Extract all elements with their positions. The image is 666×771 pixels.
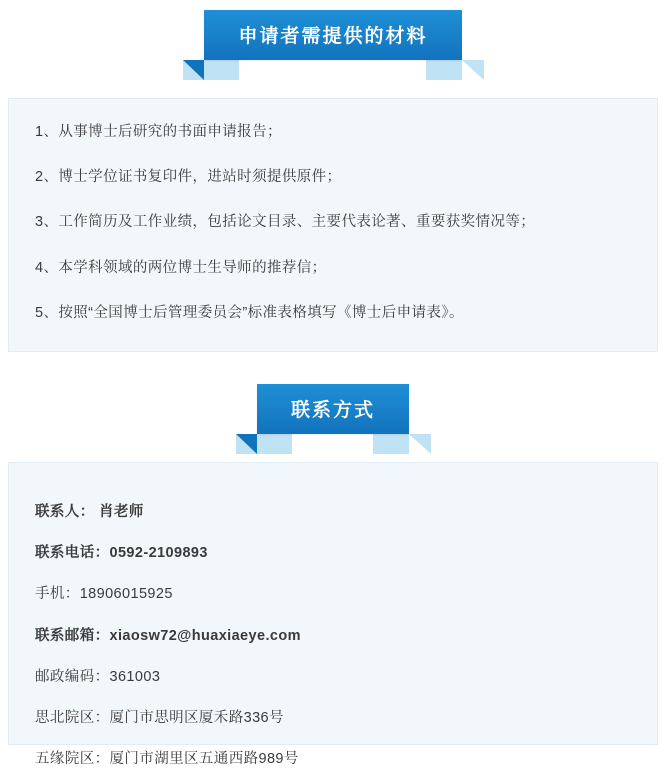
ribbon-tail-right: [426, 60, 484, 80]
contact-postcode: 邮政编码：361003: [35, 668, 161, 685]
list-item: 1、从事博士后研究的书面申请报告；: [35, 124, 282, 140]
ribbon-tail-right: [373, 434, 431, 454]
ribbon-materials: [204, 10, 461, 60]
section-banner-materials: [0, 10, 666, 60]
list-item: 2、博士学位证书复印件，进站时须提供原件；: [35, 169, 342, 186]
ribbon-fold-left: [236, 434, 257, 454]
list-item: 3、工作简历及工作业绩，包括论文目录、主要代表论著、重要获奖情况等；: [35, 214, 536, 231]
contact-address-wuyuan: 五缘院区：厦门市湖里区五通西路989号: [35, 751, 299, 768]
contact-email: 联系邮箱：xiaosw72@huaxiaeye.com: [35, 627, 301, 644]
materials-panel: [8, 98, 658, 352]
ribbon-contact: [257, 384, 409, 434]
contact-phone: 联系电话：0592-2109893: [35, 545, 208, 562]
contact-panel: [8, 462, 658, 768]
section-title-contact: 联系方式: [257, 384, 409, 434]
ribbon-fold-left: [183, 60, 204, 80]
contact-mobile: 手机：18906015925: [35, 586, 173, 603]
section-title-materials: 申请者需提供的材料: [204, 10, 461, 60]
contact-address-sibei: 思北院区：厦门市思明区厦禾路336号: [35, 709, 284, 726]
section-banner-contact: [0, 384, 666, 434]
list-item: 5、按照“全国博士后管理委员会”标准表格填写《博士后申请表》。: [35, 304, 464, 321]
contact-person: 联系人： 肖老师: [35, 504, 144, 520]
list-item: 4、本学科领域的两位博士生导师的推荐信；: [35, 259, 327, 276]
